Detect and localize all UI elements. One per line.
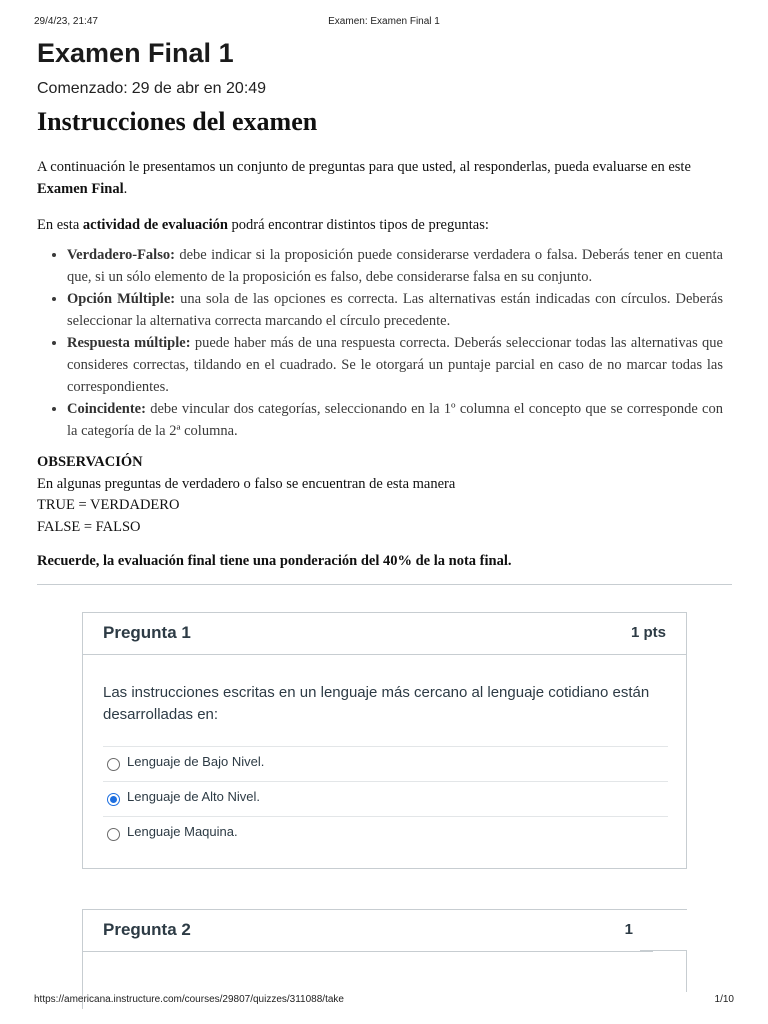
question-header — [83, 910, 653, 952]
question-card-1 — [82, 612, 687, 869]
question-header-divider — [640, 950, 686, 951]
radio-button[interactable] — [107, 758, 120, 771]
print-datetime: 29/4/23, 21:47 — [34, 16, 98, 27]
list-item — [67, 244, 723, 288]
types-text: En esta — [37, 217, 83, 233]
question-title: Pregunta 2 — [103, 920, 191, 939]
answer-option-2[interactable] — [103, 781, 668, 816]
types-bold-text: actividad de evaluación — [82, 217, 228, 233]
bullet-text: puede haber más de una respuesta correcta. Deberás seleccionar todas las alternativas que consideres correctas, tildando en el cuadrado. Se le otorgará un puntaje parcial en caso de no marcar todas las correspondientes. — [67, 335, 723, 395]
started-value: 29 de abr en 20:49 — [131, 80, 267, 97]
intro-bold-text: Examen Final — [37, 181, 124, 197]
bullet-term: Respuesta múltiple: — [67, 335, 191, 351]
observation-title: OBSERVACIÓN — [37, 454, 143, 470]
print-url: https://americana.instructure.com/courses/29807/quizzes/311088/take — [34, 994, 344, 1005]
list-item — [67, 332, 723, 398]
page-title: Examen Final 1 — [37, 38, 234, 68]
types-end: podrá encontrar distintos tipos de preguntas: — [227, 217, 489, 233]
list-item — [67, 288, 723, 332]
instructions-section — [37, 104, 723, 572]
answer-option-3[interactable] — [103, 816, 668, 851]
answer-label: Lenguaje de Alto Nivel. — [127, 789, 260, 804]
instructions-heading: Instrucciones del examen — [37, 107, 318, 136]
answer-label: Lenguaje Maquina. — [127, 824, 238, 839]
answer-label: Lenguaje de Bajo Nivel. — [127, 754, 265, 769]
observation-line: En algunas preguntas de verdadero o falso se encuentran de esta manera — [37, 475, 456, 492]
print-page-title: Examen: Examen Final 1 — [328, 16, 440, 27]
bullet-text: debe vincular dos categorías, seleccionando en la 1º columna el concepto que se corresponde con la categoría de la 2ª columna. — [67, 401, 723, 439]
started-label: Comenzado: — [37, 80, 128, 97]
question-title: Pregunta 1 — [103, 623, 191, 642]
list-item — [67, 398, 723, 442]
question-points: 1 — [624, 921, 633, 938]
radio-button-selected[interactable] — [107, 793, 120, 806]
intro-text: A continuación le presentamos un conjunto de preguntas para que usted, al responderlas, pueda evaluarse en este — [37, 159, 691, 175]
bullet-term: Verdadero-Falso: — [67, 247, 175, 263]
intro-paragraph — [37, 156, 723, 200]
radio-button[interactable] — [107, 828, 120, 841]
started-info — [37, 80, 266, 98]
bullet-term: Opción Múltiple: — [67, 291, 176, 307]
answer-option-1[interactable] — [103, 746, 668, 781]
observation-line: TRUE = VERDADERO — [37, 497, 180, 513]
answer-list — [103, 746, 668, 851]
print-footer — [34, 994, 734, 1008]
question-card-edge — [686, 950, 687, 992]
question-points: 1 pts — [630, 624, 666, 641]
print-header — [34, 16, 734, 30]
observation-block — [37, 452, 723, 538]
observation-line: FALSE = FALSO — [37, 518, 141, 535]
question-text: Las instrucciones escritas en un lenguaje más cercano al lenguaje cotidiano están desarrolladas en: — [103, 684, 650, 723]
bullet-text: una sola de las opciones es correcta. Las alternativas están indicadas con círculos. Deberás seleccionar la alternativa correcta marcando el círculo precedente. — [67, 291, 723, 329]
final-note: Recuerde, la evaluación final tiene una ponderación del 40% de la nota final. — [37, 553, 512, 569]
question-header — [83, 613, 686, 655]
bullet-text: debe indicar si la proposición puede considerarse verdadera o falsa. Deberás tener en cuenta que, si un sólo elemento de la proposición es falso, debe considerarse falsa en su conjunto. — [67, 247, 723, 285]
question-types-list — [37, 244, 723, 442]
section-divider — [37, 584, 732, 585]
types-paragraph — [37, 214, 723, 236]
print-page-number: 1/10 — [714, 994, 734, 1005]
intro-end: . — [123, 181, 128, 197]
bullet-term: Coincidente: — [67, 401, 146, 417]
